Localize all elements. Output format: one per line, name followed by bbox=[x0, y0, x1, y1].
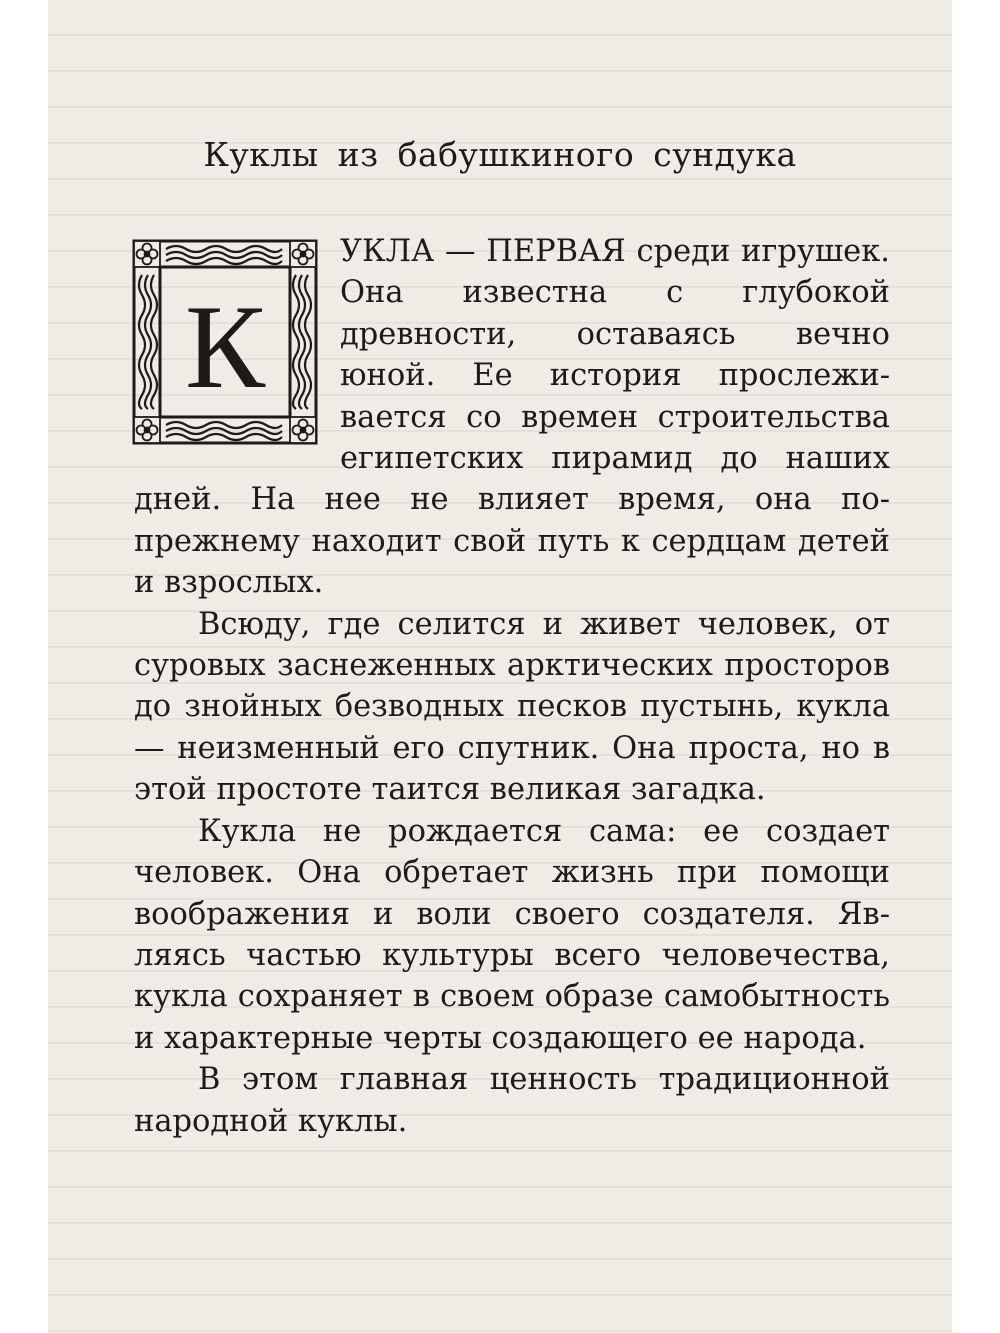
ornamental-frame bbox=[130, 237, 320, 447]
paragraph-2: Всюду, где селится и живет человек, от суровых заснеженных арктических просторов до знойных безводных песков пустынь, кукла — неизменный его спутник. Она проста, но в этой простоте таится великая загадка. bbox=[134, 606, 890, 808]
paragraph-1-text: УКЛА — ПЕРВАЯ среди игрушек. Она известна с глубокой древности, оставаясь вечно юной. Ее история прослеживается со времен строительства египетских пирамид до наших дней. На нее не влияет время, она по-прежнему находит свой путь к сердцам детей и взрослых. bbox=[134, 234, 890, 601]
paragraph-1 bbox=[134, 231, 890, 604]
paragraph-3: Кукла не рождается сама: ее создает человек. Она обретает жизнь при помощи воображения и воли своего создателя. Являясь частью культуры всего человечества, кукла сохраняет в своем образе самобытность и характерные черты создающего ее народа. bbox=[134, 813, 890, 1056]
body-text bbox=[134, 231, 890, 1142]
drop-cap bbox=[130, 237, 320, 447]
paragraph-4: В этом главная ценность традиционной народной куклы. bbox=[134, 1062, 890, 1139]
book-page bbox=[48, 0, 952, 1333]
chapter-title: Куклы из бабушкиного сундука bbox=[203, 135, 797, 174]
dropcap-letter: К bbox=[184, 280, 266, 413]
